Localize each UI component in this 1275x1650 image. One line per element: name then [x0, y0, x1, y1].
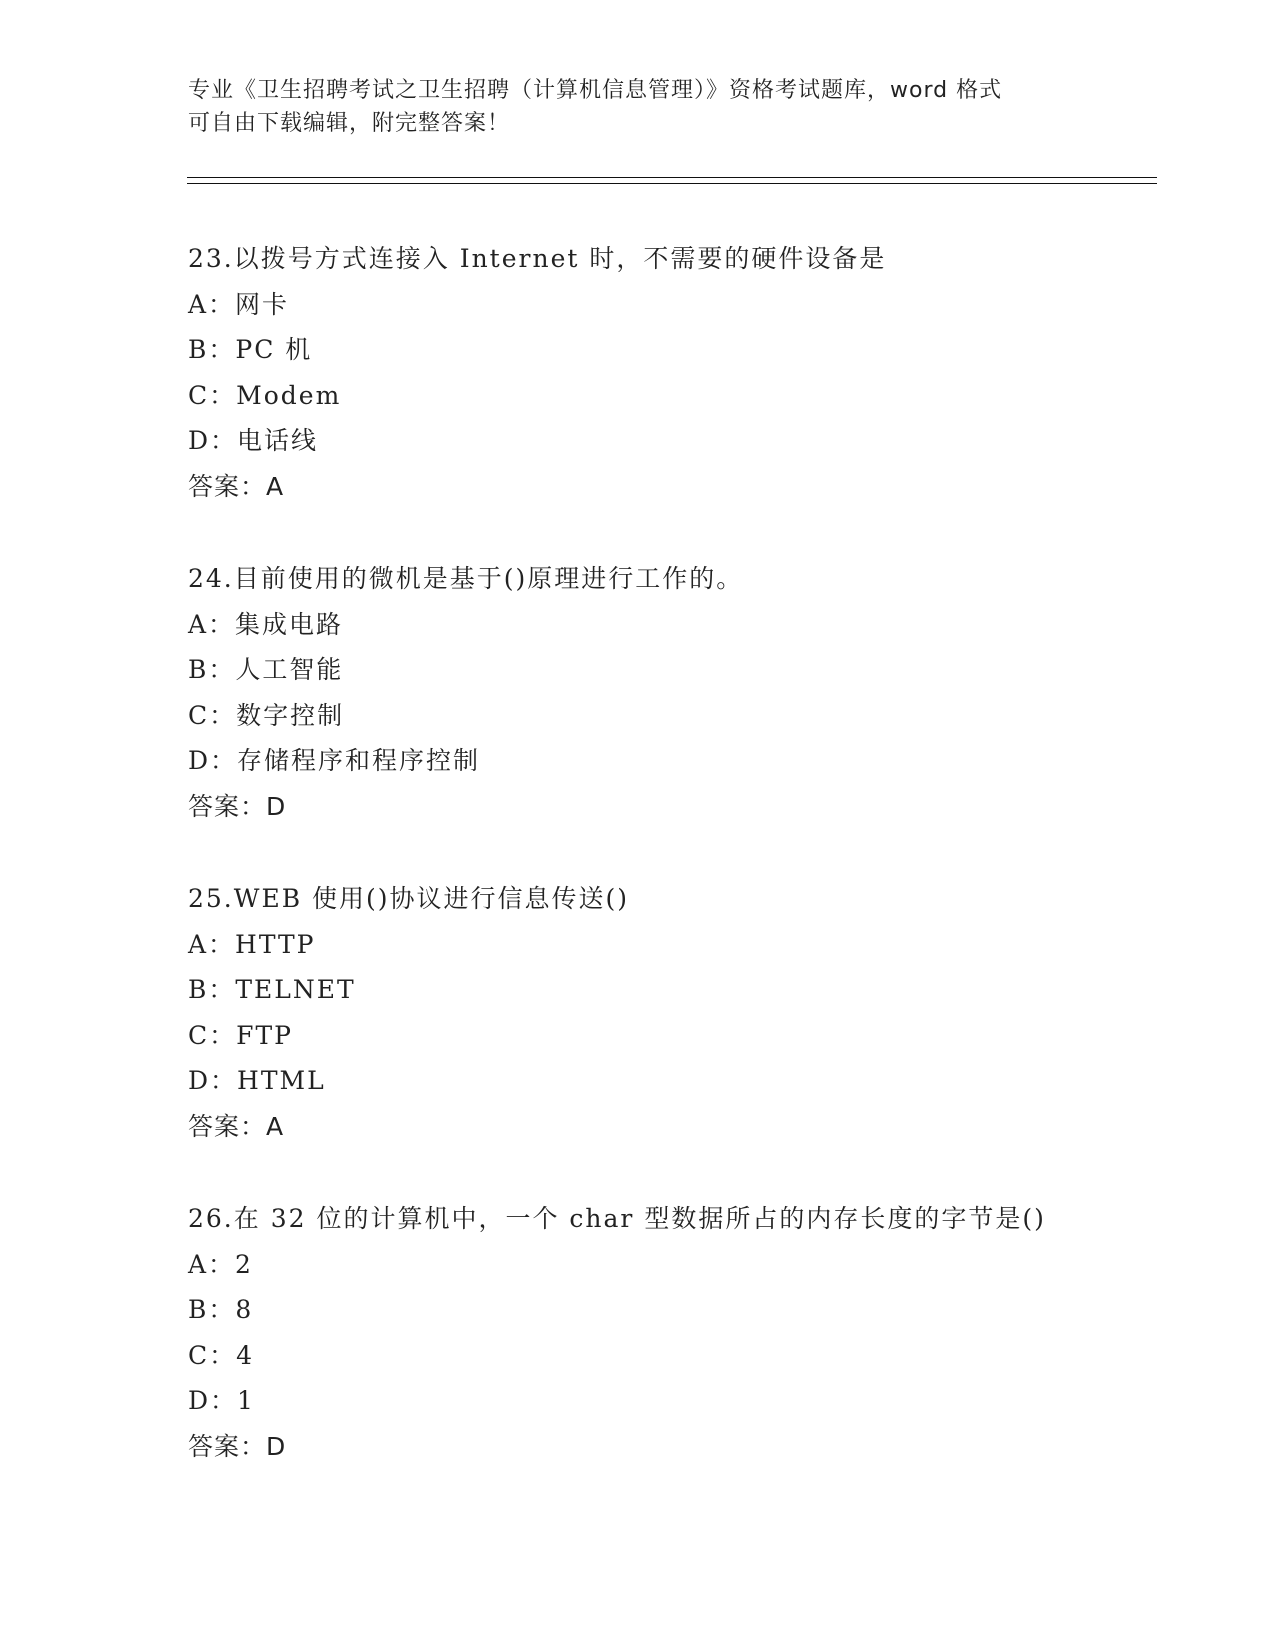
- question-23: [188, 236, 1148, 556]
- question-stem: 25.WEB 使用()协议进行信息传送(): [188, 884, 630, 913]
- document-header: [188, 74, 1078, 140]
- question-list: [188, 236, 1148, 1516]
- option-a: A：HTTP: [188, 929, 316, 959]
- header-line-1: 专业《卫生招聘考试之卫生招聘（计算机信息管理）》资格考试题库，word 格式: [188, 78, 1003, 103]
- option-c: C：Modem: [188, 380, 342, 410]
- option-d: D：电话线: [188, 426, 319, 455]
- answer-line: 答案：A: [188, 471, 285, 501]
- option-a: A：网卡: [188, 289, 290, 319]
- question-24: [188, 556, 1148, 876]
- question-25: [188, 876, 1148, 1196]
- option-b: B：人工智能: [188, 655, 344, 684]
- option-c: C：FTP: [188, 1020, 293, 1050]
- header-divider-bottom: [187, 183, 1157, 184]
- answer-line: 答案：D: [188, 1431, 287, 1461]
- answer-line: 答案：A: [188, 1111, 285, 1141]
- question-stem: 23.以拨号方式连接入 Internet 时，不需要的硬件设备是: [188, 244, 887, 273]
- answer-line: 答案：D: [188, 791, 287, 821]
- option-d: D：存储程序和程序控制: [188, 746, 481, 775]
- option-c: C：数字控制: [188, 700, 345, 730]
- option-b: B：TELNET: [188, 975, 356, 1004]
- option-d: D：1: [188, 1386, 255, 1415]
- option-b: B：PC 机: [188, 335, 313, 364]
- question-26: [188, 1196, 1148, 1516]
- option-c: C：4: [188, 1340, 255, 1370]
- question-stem: 26.在 32 位的计算机中，一个 char 型数据所占的内存长度的字节是(): [188, 1204, 1046, 1233]
- option-d: D：HTML: [188, 1066, 326, 1095]
- option-a: A：集成电路: [188, 609, 344, 639]
- option-a: A：2: [188, 1249, 253, 1279]
- option-b: B：8: [188, 1295, 254, 1324]
- header-divider-top: [187, 177, 1157, 178]
- header-line-2: 可自由下载编辑，附完整答案！: [188, 111, 511, 136]
- question-stem: 24.目前使用的微机是基于()原理进行工作的。: [188, 564, 744, 593]
